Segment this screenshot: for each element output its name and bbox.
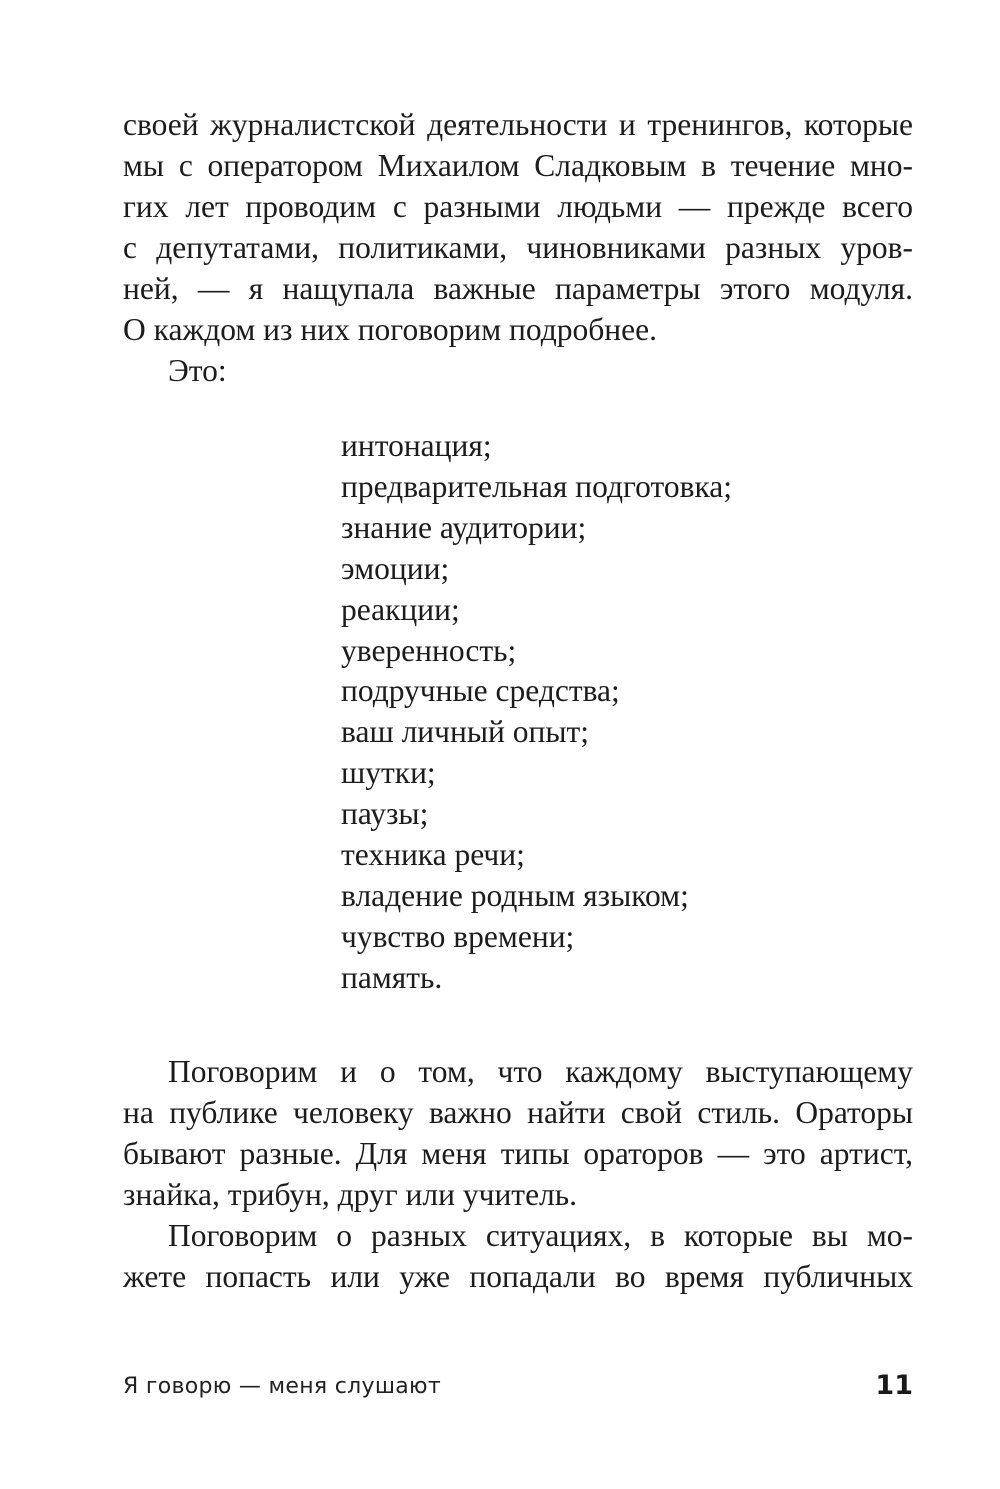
paragraph-line: гих лет проводим с разными людьми — прежде всего [123, 189, 913, 224]
paragraph-line: Поговорим и о том, что каждому выступающему [168, 1054, 913, 1089]
running-footer-title: Я говорю — меня слушают [123, 1374, 441, 1399]
list-item: память. [341, 959, 443, 995]
paragraph-line: на публике человеку важно найти свой стиль. Ораторы [123, 1095, 913, 1130]
list-item: знание аудитории; [341, 509, 587, 545]
list-item: паузы; [341, 796, 429, 832]
paragraph-line: своей журналистской деятельности и тренингов, которые [123, 107, 913, 142]
page-number: 11 [875, 1370, 913, 1401]
list-item: реакции; [341, 591, 460, 627]
paragraph-line: О каждом из них поговорим подробнее. [123, 312, 657, 347]
list-intro: Это: [168, 353, 227, 388]
paragraph-line: бывают разные. Для меня типы ораторов — это артист, [123, 1136, 913, 1171]
parameter-list [341, 426, 732, 999]
list-item: владение родным языком; [341, 877, 689, 913]
paragraph-line: знайка, трибун, друг или учитель. [123, 1177, 578, 1212]
list-item: ваш личный опыт; [341, 714, 590, 750]
list-item: предварительная подготовка; [341, 468, 733, 504]
paragraph-line: Поговорим о разных ситуациях, в которые вы мо- [168, 1218, 913, 1253]
paragraph-line: ней, — я нащупала важные параметры этого модуля. [123, 271, 913, 306]
paragraph-line: жете попасть или уже попадали во время публичных [123, 1259, 913, 1294]
paragraph-2 [123, 1051, 913, 1215]
list-item: уверенность; [341, 632, 517, 668]
list-item: эмоции; [341, 550, 450, 586]
paragraph-line: мы с оператором Михаилом Сладковым в течение мно- [123, 148, 913, 183]
paragraph-1 [123, 104, 913, 350]
list-item: техника речи; [341, 837, 525, 873]
paragraph-line: с депутатами, политиками, чиновниками разных уров- [123, 230, 913, 265]
list-item: шутки; [341, 755, 436, 791]
paragraph-3 [123, 1215, 913, 1297]
list-item: чувство времени; [341, 918, 575, 954]
list-item: подручные средства; [341, 673, 620, 709]
list-item: интонация; [341, 428, 492, 463]
